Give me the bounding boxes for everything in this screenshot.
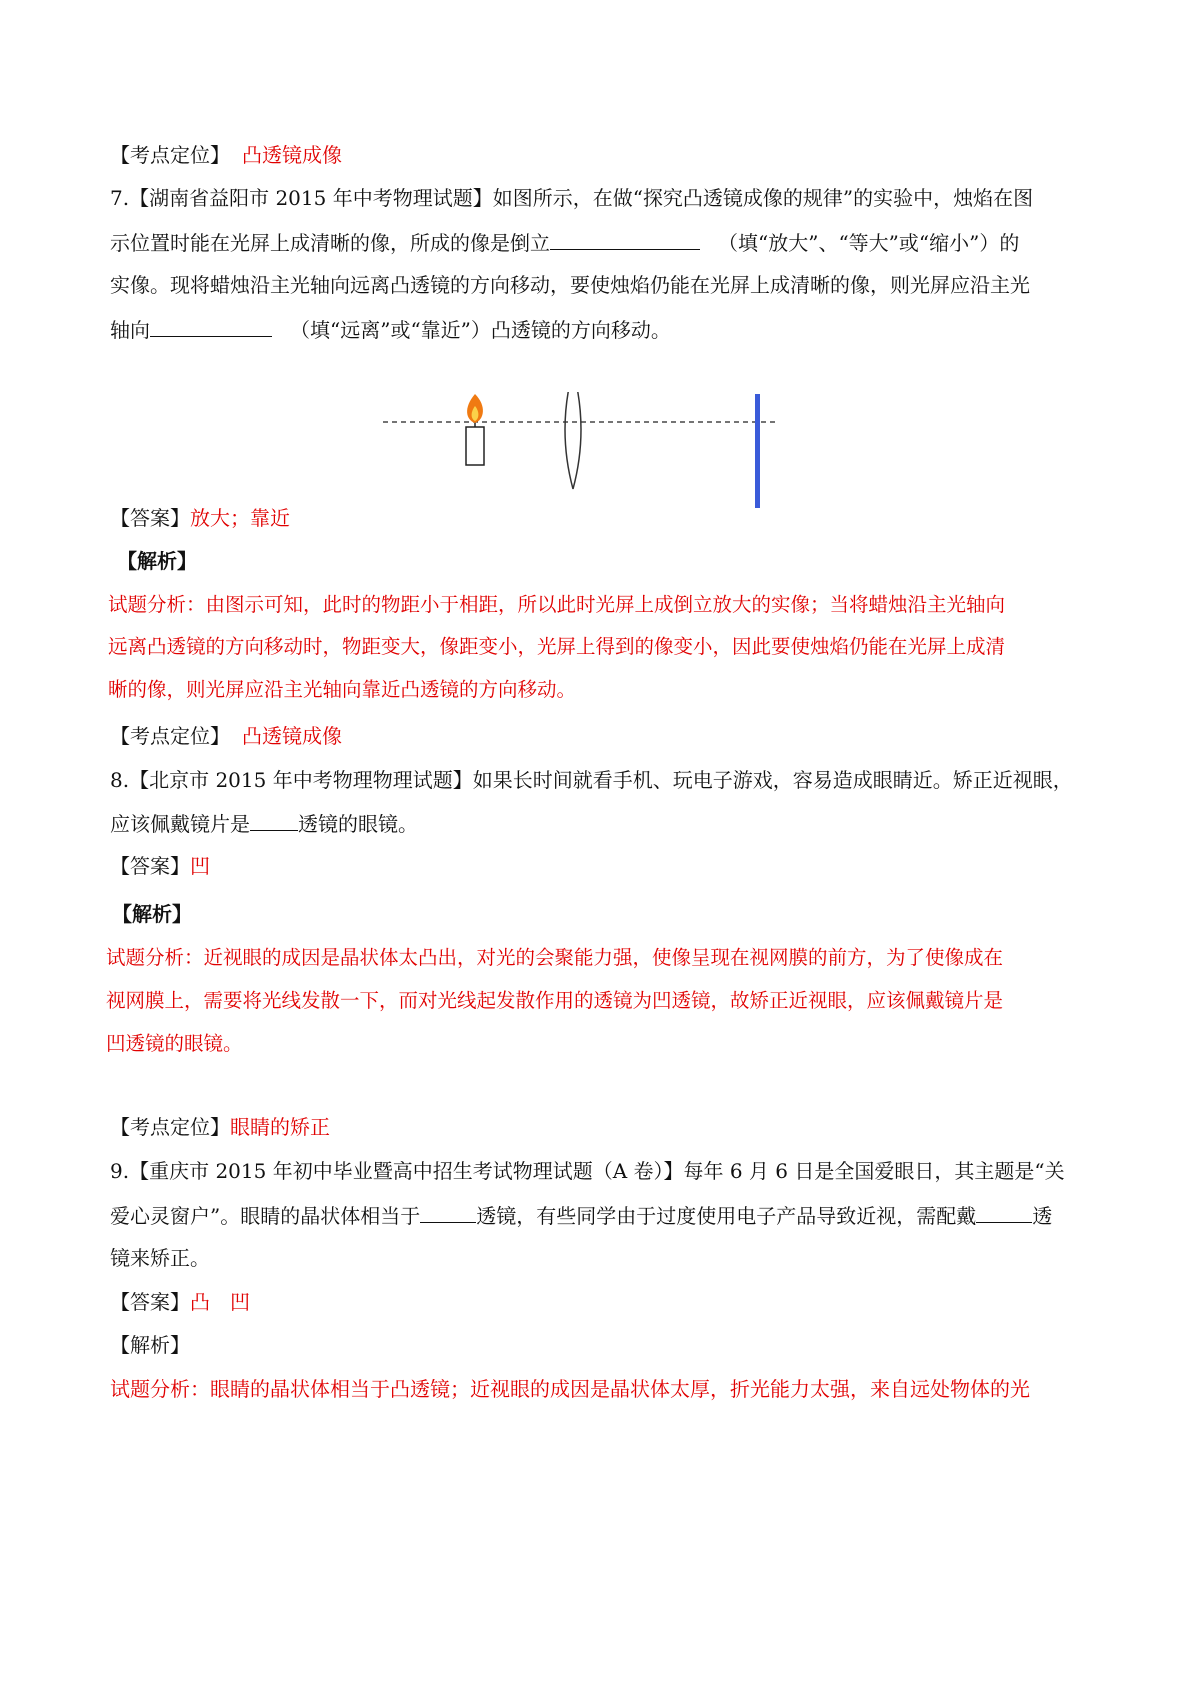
q7-line-4-a: 轴向 (110, 318, 150, 342)
q8-analysis-line-3: 凹透镜的眼镜。 (106, 1032, 243, 1055)
answer-line (110, 505, 1110, 531)
lens-experiment-figure (383, 392, 813, 512)
q7-line-3: 实像。现将蜡烛沿主光轴向远离凸透镜的方向移动，要使烛焰仍能在光屏上成清晰的像，则光屏应沿主光 (110, 273, 1030, 297)
kaodian-topic: 眼睛的矫正 (230, 1115, 330, 1139)
convex-lens (565, 392, 581, 489)
candle (466, 394, 484, 465)
kaodian-line (110, 723, 1110, 749)
q7-analysis-line-3: 晰的像，则光屏应沿主光轴向靠近凸透镜的方向移动。 (108, 678, 577, 701)
kaodian-label: 【考点定位】 (110, 724, 230, 748)
answer-text: 放大；靠近 (190, 506, 290, 530)
q9-line-2-b: 透镜，有些同学由于过度使用电子产品导致近视，需配戴 (476, 1204, 977, 1228)
q7-line-4-b: （填“远离”或“靠近”）凸透镜的方向移动。 (290, 318, 671, 342)
fill-blank (550, 229, 700, 250)
fill-blank (976, 1202, 1032, 1223)
fill-blank (250, 810, 298, 831)
analysis-label: 【解析】 (117, 549, 197, 573)
kaodian-label: 【考点定位】 (110, 1115, 230, 1139)
kaodian-line (110, 142, 1110, 168)
analysis-label: 【解析】 (110, 1333, 190, 1357)
q8-line-2-b: 透镜的眼镜。 (298, 812, 418, 836)
q8-analysis-line-1: 试题分析：近视眼的成因是晶状体太凸出，对光的会聚能力强，使像呈现在视网膜的前方，为了使像成在 (106, 946, 1004, 969)
q9-line-2-c: 透 (1032, 1204, 1053, 1228)
q8-line-2 (110, 810, 1110, 837)
candle-body (466, 427, 484, 465)
answer-label: 【答案】 (110, 506, 190, 530)
answer-text-a: 凸 (190, 1290, 210, 1314)
kaodian-label: 【考点定位】 (110, 143, 230, 167)
q9-analysis-line-1: 试题分析：眼睛的晶状体相当于凸透镜；近视眼的成因是晶状体太厚，折光能力太强，来自远处物体的光 (110, 1377, 1030, 1401)
q7-line-1: 7.【湖南省益阳市 2015 年中考物理试题】如图所示，在做“探究凸透镜成像的规律”的实验中，烛焰在图 (110, 186, 1034, 210)
q7-analysis-line-1: 试题分析：由图示可知，此时的物距小于相距，所以此时光屏上成倒立放大的实像；当将蜡烛沿主光轴向 (108, 593, 1006, 616)
q7-line-2 (110, 229, 1110, 256)
q7-analysis-line-2: 远离凸透镜的方向移动时，物距变大，像距变小，光屏上得到的像变小，因此要使烛焰仍能在光屏上成清 (108, 635, 1006, 658)
q9-line-2 (110, 1202, 1110, 1229)
light-screen (755, 394, 760, 508)
analysis-label: 【解析】 (112, 902, 192, 926)
fill-blank (150, 316, 272, 337)
q8-line-1: 8.【北京市 2015 年中考物理物理试题】如果长时间就看手机、玩电子游戏，容易造成眼睛近。矫正近视眼， (110, 768, 1073, 792)
q7-line-2-a: 示位置时能在光屏上成清晰的像，所成的像是倒立 (110, 231, 550, 255)
kaodian-topic: 凸透镜成像 (242, 143, 342, 167)
answer-line (110, 853, 1110, 879)
q8-analysis-line-2: 视网膜上，需要将光线发散一下，而对光线起发散作用的透镜为凹透镜，故矫正近视眼，应该佩戴镜片是 (106, 989, 1004, 1012)
answer-label: 【答案】 (110, 854, 190, 878)
fill-blank (420, 1202, 476, 1223)
q9-line-3: 镜来矫正。 (110, 1246, 210, 1270)
q7-line-4 (110, 316, 1110, 343)
answer-text-b: 凹 (230, 1290, 250, 1314)
q8-line-2-a: 应该佩戴镜片是 (110, 812, 250, 836)
q7-line-2-b: （填“放大”、“等大”或“缩小”）的 (718, 231, 1020, 255)
kaodian-line (110, 1114, 1110, 1140)
answer-text: 凹 (190, 854, 210, 878)
q9-line-1: 9.【重庆市 2015 年初中毕业暨高中招生考试物理试题（A 卷）】每年 6 月 6 日是全国爱眼日，其主题是“关 (110, 1159, 1065, 1183)
answer-line (110, 1289, 1110, 1315)
kaodian-topic: 凸透镜成像 (242, 724, 342, 748)
answer-label: 【答案】 (110, 1290, 190, 1314)
optics-diagram (383, 392, 813, 512)
q9-line-2-a: 爱心灵窗户”。眼睛的晶状体相当于 (110, 1204, 421, 1228)
